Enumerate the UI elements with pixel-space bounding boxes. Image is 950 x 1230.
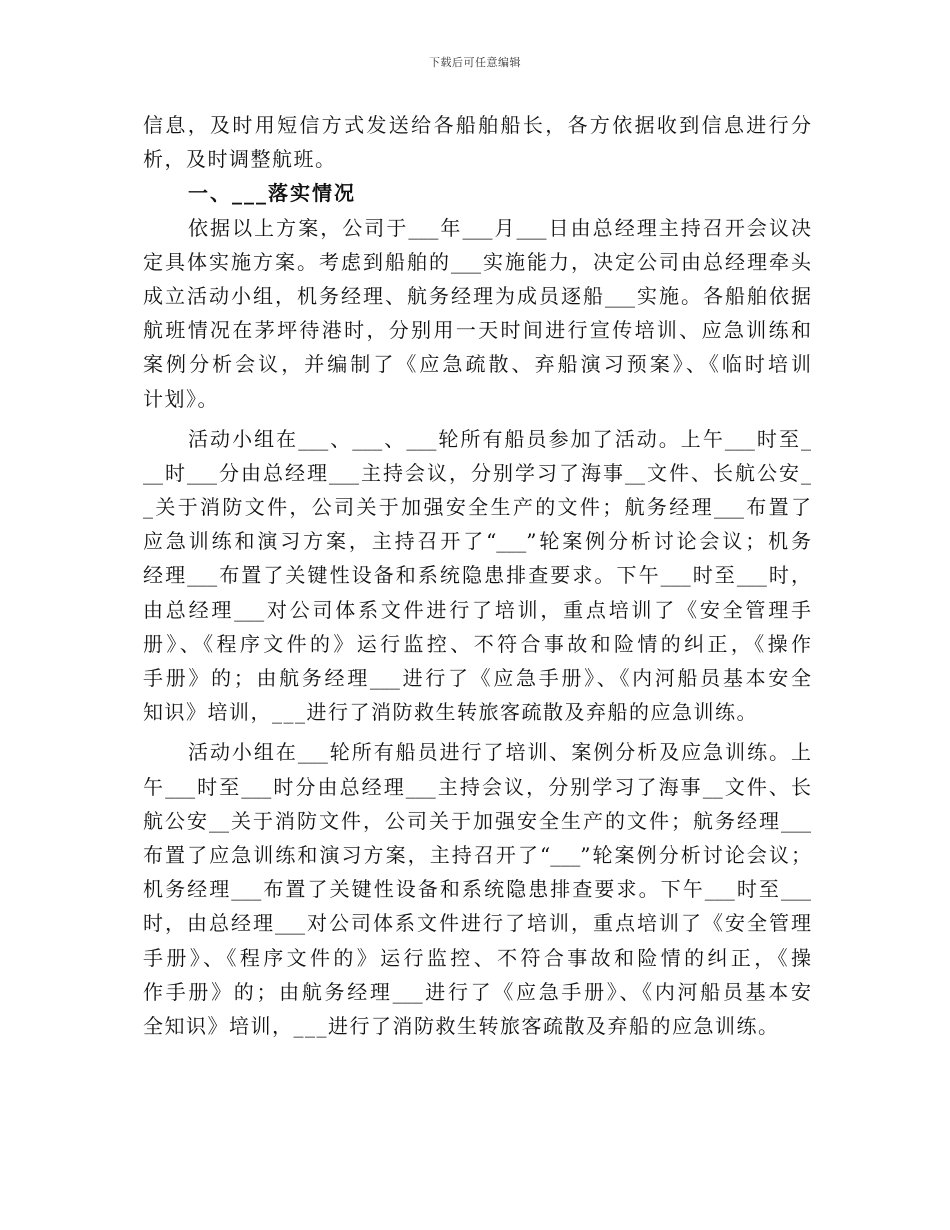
text-line: 计划》。 <box>143 386 219 411</box>
text-line: 手册》、《程序文件的》运行监控、不符合事故和险情的纠正，《操 <box>143 945 811 970</box>
text-line: 由总经理___对公司体系文件进行了培训，重点培训了《安全管理手 <box>143 597 811 622</box>
text-line: 时，由总经理___对公司体系文件进行了培训，重点培训了《安全管理 <box>143 911 811 936</box>
paragraph-first-line: 活动小组在___轮所有船员进行了培训、案例分析及应急训练。上 <box>188 740 811 765</box>
text-line: 信息，及时用短信方式发送给各船舶船长，各方依据收到信息进行分 <box>143 113 811 137</box>
text-line: 应急训练和演习方案，主持召开了“___”轮案例分析讨论会议；机务 <box>143 529 811 554</box>
text-line: 案例分析会议，并编制了《应急疏散、弃船演习预案》、《临时培训 <box>143 352 811 377</box>
paragraph-first-line: 活动小组在___、___、___轮所有船员参加了活动。上午___时至_ <box>188 426 811 451</box>
text-line: 成立活动小组，机务经理、航务经理为成员逐船___实施。各船舶依据 <box>143 283 811 308</box>
text-line: 机务经理___布置了关键性设备和系统隐患排查要求。下午___时至___ <box>143 877 811 902</box>
document-body <box>143 108 811 1043</box>
section-heading: 一、___落实情况 <box>188 181 356 206</box>
text-line: 知识》培训，___进行了消防救生转旅客疏散及弃船的应急训练。 <box>143 700 758 725</box>
text-line: 定具体实施方案。考虑到船舶的___实施能力，决定公司由总经理牵头 <box>143 249 811 274</box>
text-line: __时___分由总经理___主持会议，分别学习了海事__文件、长航公安_ <box>143 460 811 485</box>
text-line: 全知识》培训，___进行了消防救生转旅客疏散及弃船的应急训练。 <box>143 1013 780 1038</box>
text-line: 航班情况在茅坪待港时，分别用一天时间进行宣传培训、应急训练和 <box>143 318 811 343</box>
text-line: 航公安__关于消防文件，公司关于加强安全生产的文件；航务经理___ <box>143 808 811 833</box>
paragraph-first-line: 依据以上方案，公司于___年___月___日由总经理主持召开会议决 <box>188 215 811 240</box>
text-line: 作手册》的；由航务经理___进行了《应急手册》、《内河船员基本安 <box>143 979 811 1004</box>
text-line: 册》、《程序文件的》运行监控、不符合事故和险情的纠正，《操作 <box>143 631 811 656</box>
text-line: 午___时至___时分由总经理___主持会议，分别学习了海事__文件、长 <box>143 774 811 799</box>
text-line: 经理___布置了关键性设备和系统隐患排查要求。下午___时至___时， <box>143 563 811 588</box>
text-line: 布置了应急训练和演习方案，主持召开了“___”轮案例分析讨论会议； <box>143 842 811 867</box>
text-line: 手册》的；由航务经理___进行了《应急手册》、《内河船员基本安全 <box>143 666 811 690</box>
page-header-note: 下载后可任意编辑 <box>429 56 521 69</box>
text-line: 析，及时调整航班。 <box>143 147 337 172</box>
text-line: _关于消防文件，公司关于加强安全生产的文件；航务经理___布置了 <box>143 495 811 520</box>
